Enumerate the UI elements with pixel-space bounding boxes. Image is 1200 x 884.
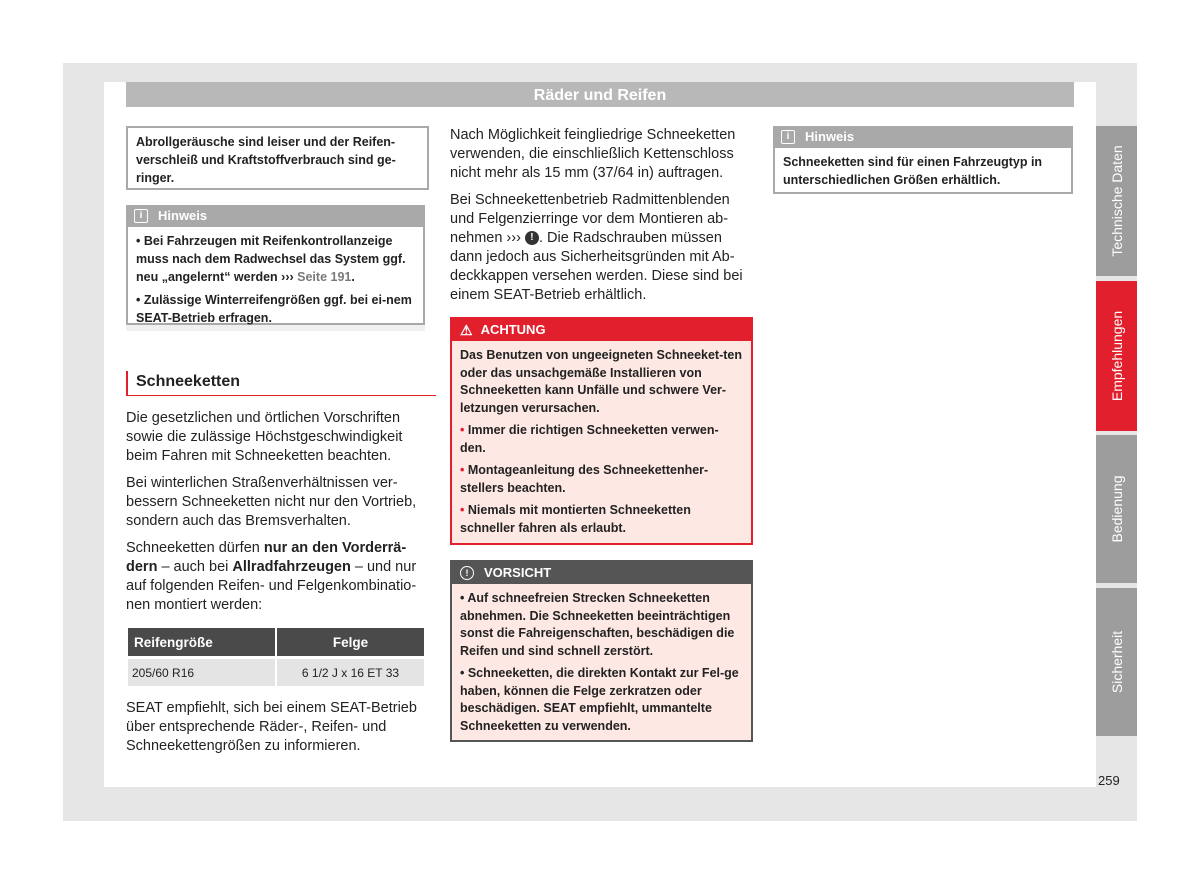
achtung-item	[460, 422, 743, 457]
tyre-table	[126, 628, 426, 686]
hinweis-item-1	[136, 232, 415, 286]
tab-bedienung[interactable]	[1096, 435, 1137, 583]
para3-e: – und nur auf folgenden Reifen- und Felgenkombinatio-nen montiert werden:	[126, 559, 417, 613]
middle-paragraph-1: Nach Möglichkeit feingliedrige Schneeketten verwenden, die einschließlich Kettenschloss nicht mehr als 15 mm (37/64 in) auftragen.	[450, 127, 736, 181]
intro-note-box	[126, 126, 429, 190]
achtung-content	[452, 341, 751, 548]
info-icon: i	[781, 130, 795, 144]
page-header: Räder und Reifen	[126, 82, 1074, 107]
tab-label: Technische Daten	[1108, 145, 1125, 257]
left-body	[126, 409, 428, 623]
intro-note-text: Abrollgeräusche sind leiser und der Reifen-verschleiß und Kraftstoffverbrauch sind ge-ringer.	[136, 135, 396, 185]
hinweis-item-1-suffix: .	[351, 270, 355, 284]
left-paragraph-3	[126, 539, 428, 615]
hinweis-title: Hinweis	[158, 208, 208, 223]
achtung-header	[452, 319, 751, 341]
para2-a: Bei Schneekettenbetrieb Radmittenblenden und Felgenzierringe vor dem Montieren ab-nehmen ›››	[450, 192, 730, 246]
left-body-bottom	[126, 699, 428, 764]
table-header-tyre: Reifengröße	[128, 628, 275, 656]
hinweis-item-2: • Zulässige Winterreifengrößen ggf. bei ei-nem SEAT-Betrieb erfragen.	[136, 293, 412, 325]
hinweis-item-1-text: • Bei Fahrzeugen mit Reifenkontrollanzeige muss nach dem Radwechsel das System ggf. neu „angelernt“ werden ›››	[136, 234, 406, 284]
tab-label: Sicherheit	[1108, 630, 1125, 694]
achtung-item-text-1: Immer die richtigen Schneeketten verwen-den.	[460, 423, 719, 455]
section-title: Schneeketten	[126, 371, 436, 396]
table-row	[128, 656, 424, 686]
table-header-row	[128, 628, 424, 656]
achtung-item	[460, 502, 743, 537]
para2-b: . Die Radschrauben müssen dann jedoch aus Sicherheitsgründen mit Ab-deckkappen versehen werden. Diese sind bei einem SEAT-Betrieb erhältlich.	[450, 230, 743, 303]
middle-body	[450, 126, 752, 313]
middle-paragraph-2	[450, 191, 752, 305]
vorsicht-title: VORSICHT	[484, 565, 552, 580]
bullet: •	[460, 423, 465, 437]
tab-technische-daten[interactable]	[1096, 126, 1137, 276]
achtung-item	[460, 462, 743, 497]
page-191-link[interactable]: Seite 191	[297, 270, 352, 284]
tab-label: Bedienung	[1108, 475, 1125, 543]
left-paragraph-1: Die gesetzlichen und örtlichen Vorschriften sowie die zulässige Höchstgeschwindigkeit beim Fahren mit Schneeketten beachten.	[126, 410, 403, 464]
hinweis-header	[126, 205, 425, 227]
para3-b: nur an den Vorderrä-dern	[126, 540, 407, 575]
vorsicht-header	[452, 562, 751, 584]
vorsicht-content	[452, 584, 751, 746]
hinweis-box-right	[773, 126, 1073, 194]
tab-empfehlungen[interactable]	[1096, 281, 1137, 431]
left-paragraph-4: SEAT empfiehlt, sich bei einem SEAT-Betrieb über entsprechende Räder-, Reifen- und Schneekettengrößen zu informieren.	[126, 700, 417, 754]
achtung-box	[450, 317, 753, 545]
vorsicht-box	[450, 560, 753, 742]
para3-d: Allradfahrzeugen	[232, 559, 351, 575]
exclamation-circle-icon: !	[525, 231, 539, 245]
achtung-item-text-3: Niemals mit montierten Schneeketten schneller fahren als erlaubt.	[460, 503, 691, 535]
achtung-title: ACHTUNG	[480, 322, 546, 337]
hinweis-title-right: Hinweis	[805, 129, 855, 144]
vorsicht-item-2: • Schneeketten, die direkten Kontakt zur Fel-ge haben, können die Felge zerkratzen oder beschädigen. SEAT empfiehlt, ummantelte Schneeketten zu verwenden.	[460, 666, 739, 733]
info-icon: i	[134, 209, 148, 223]
hinweis-header-right	[773, 126, 1073, 148]
hinweis-content	[126, 227, 425, 325]
bullet: •	[460, 463, 465, 477]
hinweis-text-right: Schneeketten sind für einen Fahrzeugtyp in unterschiedlichen Größen erhältlich.	[773, 148, 1073, 194]
exclamation-circle-icon: !	[460, 566, 474, 580]
table-header-rim: Felge	[277, 628, 424, 656]
table-cell-tyre: 205/60 R16	[128, 656, 275, 686]
bullet: •	[460, 503, 465, 517]
tab-sicherheit[interactable]	[1096, 588, 1137, 736]
table-cell-rim: 6 1/2 J x 16 ET 33	[277, 656, 424, 686]
tab-label: Empfehlungen	[1108, 310, 1125, 402]
para3-c: – auch bei	[157, 559, 233, 575]
left-paragraph-2: Bei winterlichen Straßenverhältnissen ver-bessern Schneeketten nicht nur den Vortrieb, sondern auch das Bremsverhalten.	[126, 475, 417, 529]
hinweis-box-left	[126, 205, 425, 331]
para3-a: Schneeketten dürfen	[126, 540, 264, 556]
warning-triangle-icon: ⚠	[460, 322, 473, 338]
vorsicht-item-1: • Auf schneefreien Strecken Schneeketten abnehmen. Die Schneeketten beeinträchtigen sonst die Fahreigenschaften, beschädigen die Reifen und sind schnell zerstört.	[460, 591, 735, 658]
achtung-item-text-2: Montageanleitung des Schneekettenher-stellers beachten.	[460, 463, 709, 495]
achtung-intro: Das Benutzen von ungeeigneten Schneeket-ten oder das unsachgemäße Installieren von Schneeketten kann Unfälle und schwere Ver-letzungen verursachen.	[460, 348, 742, 415]
page-number: 259	[1098, 773, 1120, 788]
